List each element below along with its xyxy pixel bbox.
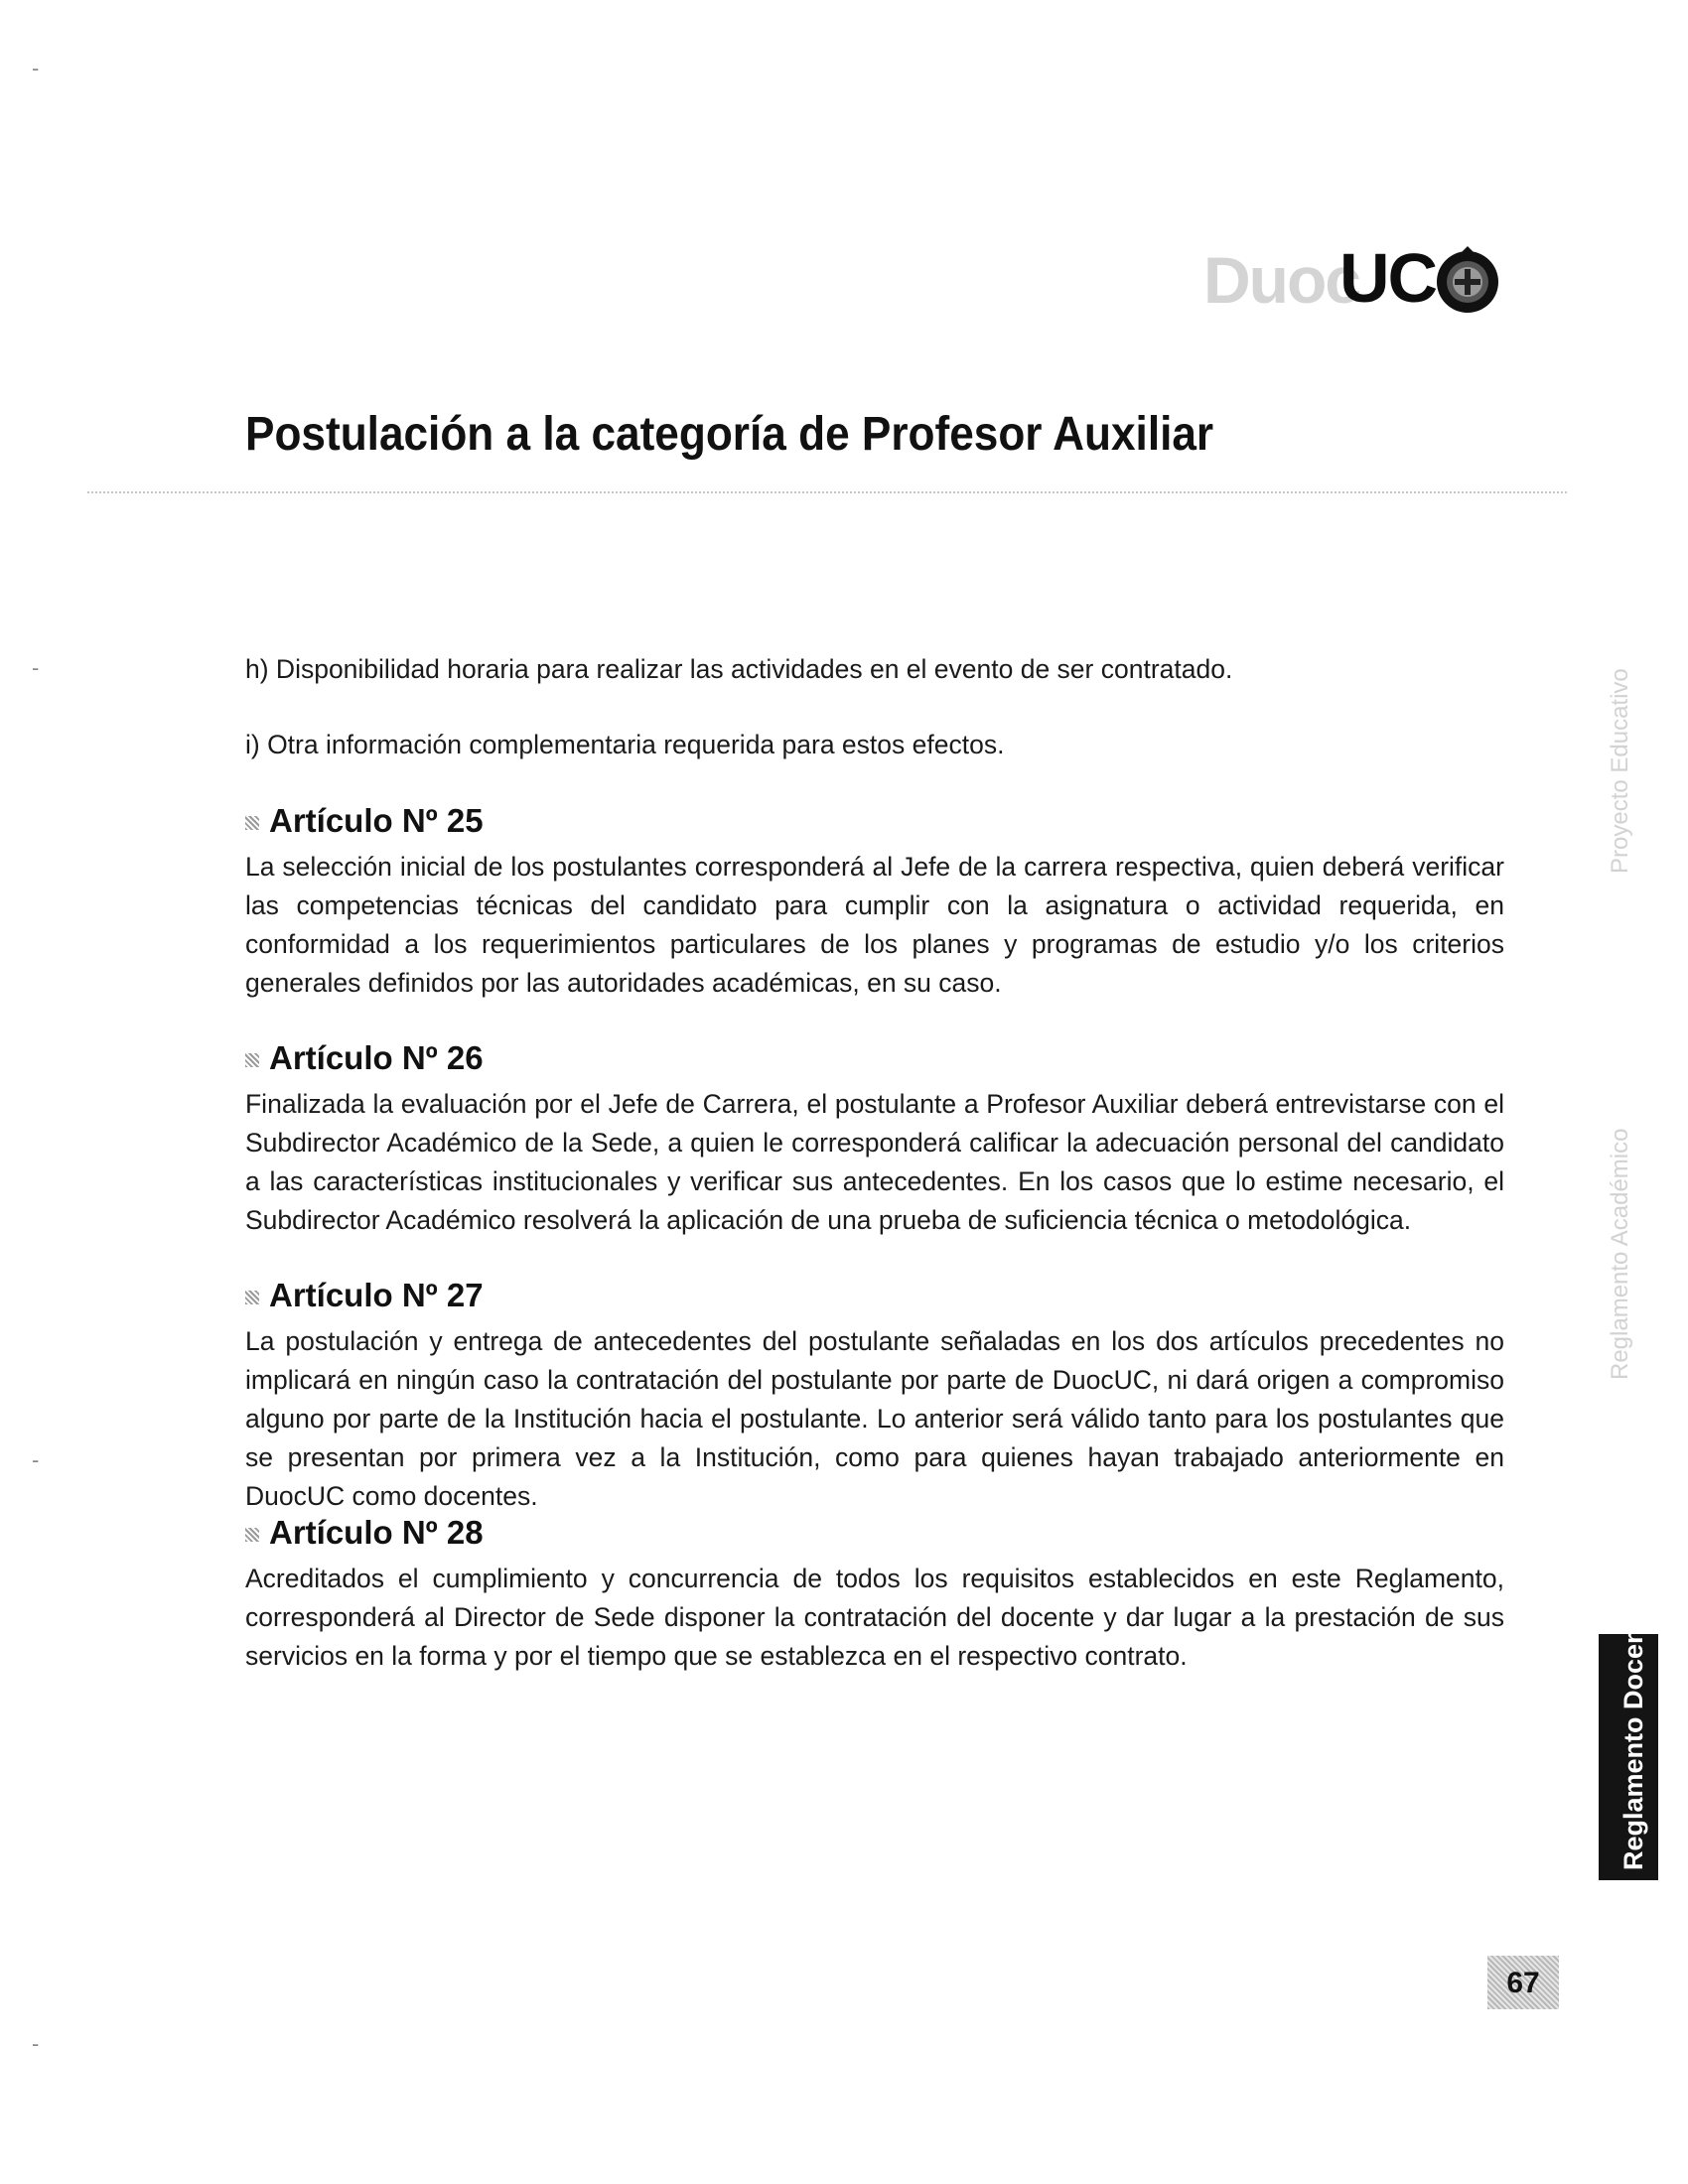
article-heading — [245, 1039, 484, 1077]
scan-mark: - — [32, 1447, 40, 1472]
article-body: La selección inicial de los postulantes corresponderá al Jefe de la carrera respectiva, quien deberá verificar las competencias técnicas del candidato para cumplir con la asignatura o actividad requerida, en conformidad a los requerimientos particulares de los planes y programas de estudio y/o los criterios generales definidos por las autoridades académicas, en su caso. — [245, 852, 1504, 998]
item-h: h) Disponibilidad horaria para realizar las actividades en el evento de ser contratado. — [245, 654, 1233, 684]
section-tab-label: Reglamento Docente — [1618, 1603, 1648, 1870]
article-heading — [245, 802, 484, 840]
scan-mark: - — [32, 2031, 40, 2056]
bullet-icon — [245, 1291, 259, 1304]
bullet-icon — [245, 1053, 259, 1067]
article-heading — [245, 1277, 484, 1314]
article-heading — [245, 1514, 484, 1552]
article-body: Finalizada la evaluación por el Jefe de Carrera, el postulante a Profesor Auxiliar deberá entrevistarse con el Subdirector Académico de la Sede, a quien le corresponderá calificar la adecuación personal del candidato a las características institucionales y verificar sus antecedentes. En los casos que lo estime necesario, el Subdirector Académico resolverá la aplicación de una prueba de suficiencia técnica o metodológica. — [245, 1089, 1504, 1235]
duocuc-logo — [1203, 239, 1501, 317]
logo-uc-text: UC — [1339, 239, 1437, 317]
bullet-icon — [245, 816, 259, 830]
article-heading-text: Artículo Nº 25 — [269, 802, 484, 839]
sidebar-label-proyecto: Proyecto Educativo — [1607, 668, 1633, 874]
university-seal-icon — [1432, 244, 1503, 316]
sidebar-label-reglamento-academico: Reglamento Académico — [1607, 1128, 1633, 1380]
article-body: La postulación y entrega de antecedentes del postulante señaladas en los dos artículos precedentes no implicará en ningún caso la contratación del postulante por parte de DuocUC, ni dará origen a compromiso alguno por parte de la Institución hacia el postulante. Lo anterior será válido tanto para los postulantes que se presentan por primera vez a la Institución, como para quienes hayan trabajado anteriormente en DuocUC como docentes. — [245, 1326, 1504, 1511]
title-divider — [87, 491, 1567, 493]
article-heading-text: Artículo Nº 27 — [269, 1277, 484, 1313]
article-body: Acreditados el cumplimiento y concurrencia de todos los requisitos establecidos en este Reglamento, corresponderá al Director de Sede disponer la contratación del docente y dar lugar a la prestación de sus servicios en la forma y por el tiempo que se establezca en el respectivo contrato. — [245, 1564, 1504, 1671]
article-heading-text: Artículo Nº 26 — [269, 1039, 484, 1076]
scan-mark: - — [32, 655, 40, 680]
item-i: i) Otra información complementaria requerida para estos efectos. — [245, 730, 1005, 759]
scan-mark: - — [32, 56, 40, 80]
page-number: 67 — [1487, 1956, 1559, 2009]
page-title: Postulación a la categoría de Profesor Auxiliar — [245, 408, 1214, 461]
logo-duoc-text: Duoc — [1203, 243, 1359, 317]
article-heading-text: Artículo Nº 28 — [269, 1514, 484, 1551]
bullet-icon — [245, 1528, 259, 1542]
